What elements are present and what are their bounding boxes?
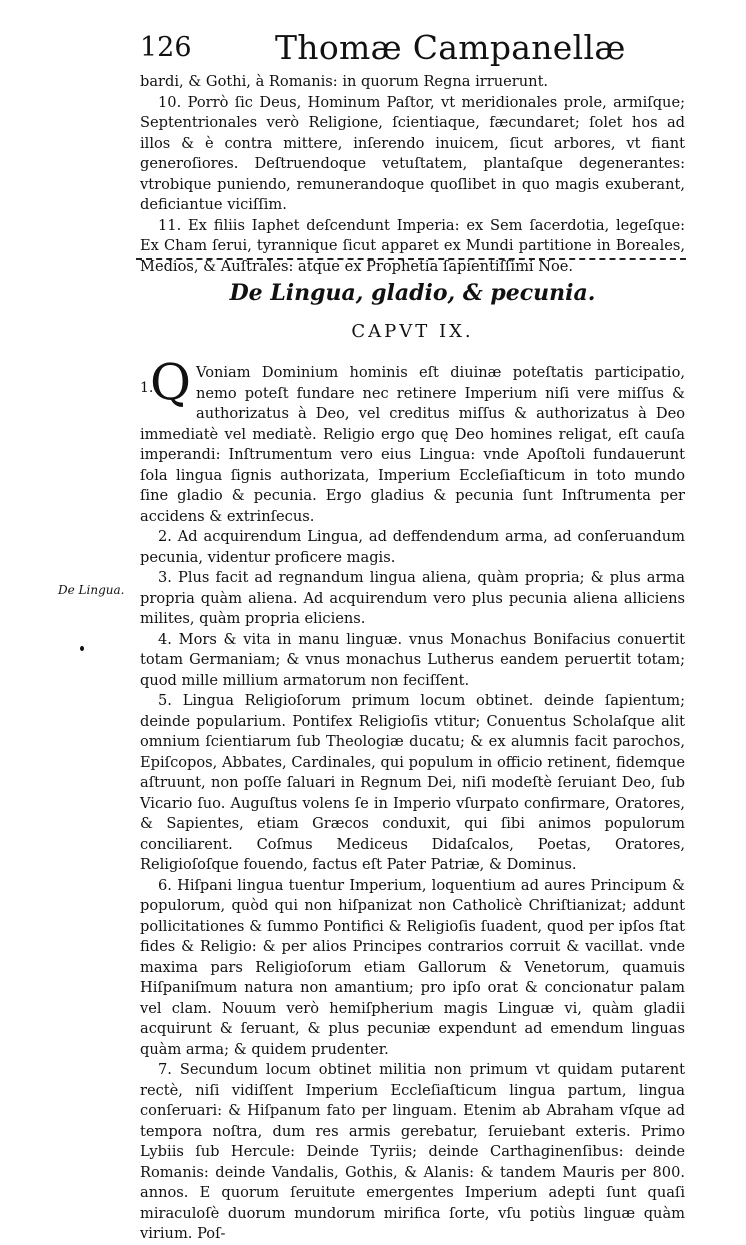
paragraph: 6. Hiſpani lingua tuentur Imperium, loquentium ad aures Principum & populorum, quòd qui non hiſpanizat non Catholicè Chriſtianizat; addunt pollicitationes & ſummo Pontifici & Religioſis ſuadent, quod per ipſos ſtat fides & Religio: & per alios Principes contrarios corruit & vacillat. vnde maxima pars Religioſorum etiam Gallorum & Venetorum, quamuis Hiſpaniſmum natura non amantium; pro ipſo orat & concionatur palam vel clam. Nouum verò hemiſpherium magis Linguæ vi, quàm gladii acquirunt & ſeruant, & plus pecuniæ expendunt ad emendum linguas quàm arma; & quidem prudenter. (140, 876, 685, 1058)
chapter-number: CAPVT IX. (351, 321, 474, 342)
paragraph-text: Voniam Dominium hominis eſt diuinæ poteſtatis participatio, nemo poteſt fundare nec retinere Imperium niſi vere miſſus & authorizatus à Deo, vel creditus miſſus & authorizatus à Deo immediatè vel mediatè. Religio ergo quę Deo homines religat, eſt cauſa imperandi: Inſtrumentum vero eius Lingua: vnde Apoſtoli fundauerunt ſola lingua ſignis authorizata, Imperium Eccleſiaſticum in toto mundo ſine gladio & pecunia. Ergo gladius & pecunia ſunt Inſtrumenta per accidens & extrinſecus. (140, 364, 685, 525)
drop-cap-letter: Q (150, 353, 191, 411)
paragraph: 10. Porrò ſic Deus, Hominum Paſtor, vt meridionales prole, armiſque; Septentrionales verò Religione, ſcientiaque, fæcundaret; ſolet hos ad illos & è contra mittere, inſerendo inuicem, ſicut arbores, vt fiant generoſiores. Deſtruendoque vetuſtatem, plantaſque degenerantes: vtrobique puniendo, remunerandoque quoſlibet in quo magis exuberant, deficiantue viciſſim. (140, 93, 685, 213)
paragraph: 3. Plus facit ad regnandum lingua aliena, quàm propria; & plus arma propria quàm aliena. Ad acquirendum vero plus pecunia aliena alliciens milites, quàm propria eliciens. (140, 569, 685, 627)
page-number: 126 (140, 32, 192, 63)
paragraph: bardi, & Gothi, à Romanis: in quorum Regna irruerunt. (140, 73, 549, 90)
first-paragraph (140, 353, 685, 527)
section-divider (136, 258, 686, 260)
running-head: Thomæ Campanellæ (275, 28, 626, 67)
paragraph: 5. Lingua Religioſorum primum locum obtinet. deinde ſapientum; deinde popularium. Pontifex Religioſis vtitur; Conuentus Scholaſque alit omnium ſcientiarum ſub Theologiæ ducatu; & ex alumnis facit parochos, Epiſcopos, Abbates, Cardinales, qui populum in officio retinent, fidemque aſtruunt, non poſſe ſaluari in Regnum Dei, niſi modeſtè ſeruiant Deo, ſub Vicario ſuo. Auguſtus volens ſe in Imperio vſurpato confirmare, Oratores, & Sapientes, etiam Græcos conduxit, qui ſibi animos populorum conciliarent. Coſmus Mediceus Didaſcalos, Poetas, Oratores, Religioſoſque fouendo, factus eſt Pater Patriæ, & Dominus. (140, 692, 685, 873)
drop-cap (140, 353, 191, 411)
paragraph: 11. Ex filiis Iaphet deſcendunt Imperia: ex Sem ſacerdotia, legeſque: Ex Cham ſerui, tyrannique ſicut apparet ex Mundi partitione in Boreales, Medios, & Auſtrales: atque ex Prophetia ſapientiſſimi Noe. (140, 216, 685, 275)
paragraph: 4. Mors & vita in manu linguæ. vnus Monachus Bonifacius conuertit totam Germaniam; & vnus monachus Lutherus eandem peruertit totam; quod mille millium armatorum non feciſſent. (140, 630, 685, 689)
top-section (140, 72, 685, 277)
chapter-body (140, 353, 685, 1245)
chapter-title: De Lingua, gladio, & pecunia. (229, 280, 596, 306)
margin-note: De Lingua. (58, 583, 125, 597)
paragraph: 2. Ad acquirendum Lingua, ad deffendendum arma, ad conſeruandum pecunia, videntur proficere magis. (140, 528, 685, 566)
paragraph-number: 1. (140, 380, 154, 396)
ink-mark (80, 646, 84, 651)
paragraph: 7. Secundum locum obtinet militia non primum vt quidam putarent rectè, niſi vidiſſent Imperium Eccleſiaſticum lingua partum, lingua conſeruari: & Hiſpanum fato per linguam. Etenim ab Abraham vſque ad tempora noſtra, dum res armis gerebatur, ſeruiebant exteris. Primo Lybiis ſub Hercule: Deinde Tyriis; deinde Carthaginenſibus: deinde Romanis: deinde Vandalis, Gothis, & Alanis: & tandem Mauris per 800. annos. E quorum ſeruitute emergentes Imperium adepti ſunt quaſi miraculoſè duorum mundorum mirifica ſorte, vſu potiùs linguæ quàm virium. Poſ- (140, 1061, 685, 1242)
